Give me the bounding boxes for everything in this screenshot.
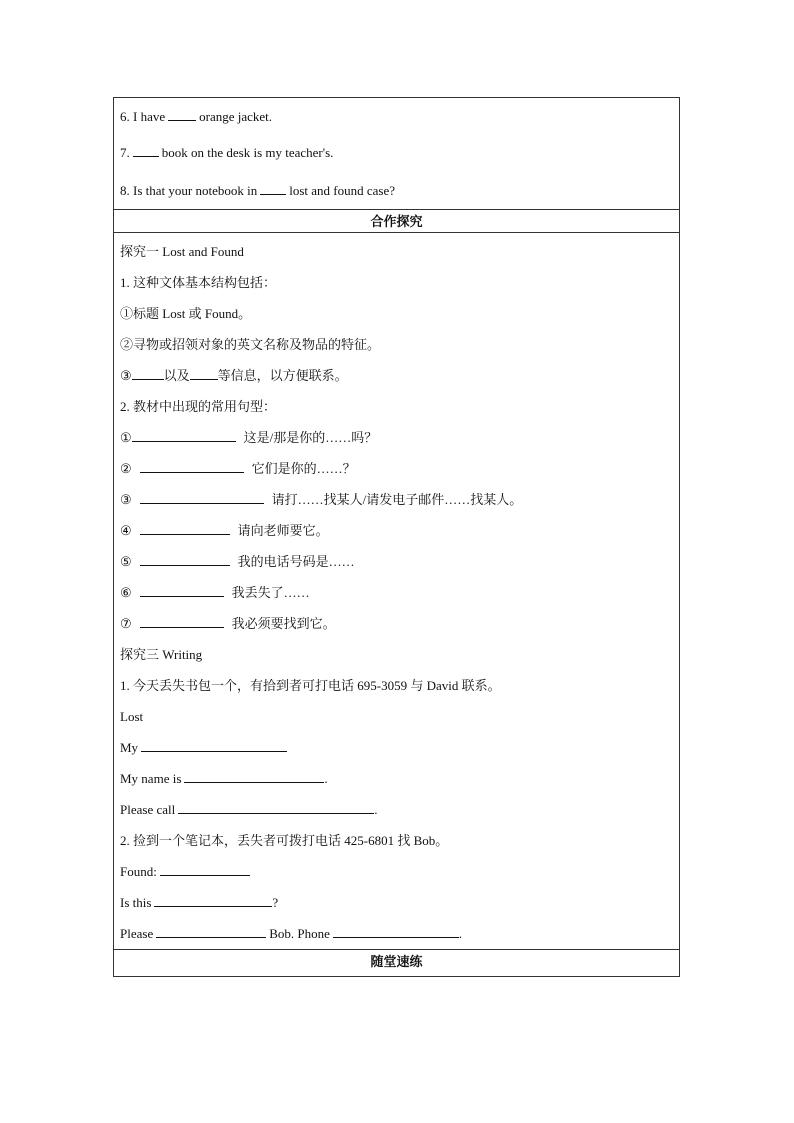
structure-item-3 <box>120 360 673 391</box>
pattern-5-blank[interactable] <box>140 549 230 566</box>
pattern-2-blank[interactable] <box>140 456 244 473</box>
lost-name-post: . <box>324 771 328 786</box>
pattern-7-text: 我必须要找到它。 <box>231 616 336 631</box>
structure-item-3-post: 等信息，以方便联系。 <box>217 368 348 383</box>
section-header-cooperative: 合作探究 <box>114 209 679 232</box>
exercise-6-blank[interactable] <box>168 104 196 121</box>
found-phone-post: . <box>458 926 463 941</box>
pattern-2-text: 它们是你的……？ <box>251 461 356 476</box>
section-header-practice: 随堂速练 <box>114 949 679 976</box>
exercise-7-pre: 7. <box>120 145 130 160</box>
pattern-4-text: 请向老师要它。 <box>237 523 329 538</box>
pattern-1 <box>120 422 673 453</box>
pattern-7 <box>120 608 673 639</box>
lost-my-line <box>120 732 673 763</box>
exercise-6-pre: 6. I have <box>120 109 166 124</box>
exercise-8-blank[interactable] <box>260 178 286 195</box>
found-isthis-blank[interactable] <box>154 890 272 907</box>
exercise-6-post: orange jacket. <box>199 109 273 124</box>
pattern-3-num: ③ <box>120 492 132 507</box>
pattern-2-num: ② <box>120 461 132 476</box>
exercise-7-blank[interactable] <box>133 140 159 157</box>
lost-name-blank[interactable] <box>184 766 324 783</box>
found-please-line <box>120 918 673 949</box>
pattern-2 <box>120 453 673 484</box>
found-label: Found: <box>120 864 157 879</box>
found-please-blank[interactable] <box>156 921 266 938</box>
pattern-5-num: ⑤ <box>120 554 132 569</box>
lost-call-post: . <box>374 802 378 817</box>
pattern-6-blank[interactable] <box>140 580 224 597</box>
found-line <box>120 856 673 887</box>
lost-my-blank[interactable] <box>141 735 287 752</box>
exercise-8-pre: 8. Is that your notebook in <box>120 182 258 198</box>
found-isthis-line <box>120 887 673 918</box>
lost-call-line <box>120 794 673 825</box>
exercise-7 <box>120 134 673 172</box>
exercise-8-post: lost and found case? <box>289 182 395 198</box>
explore-section <box>114 232 679 949</box>
explore-1-title: 探究一 Lost and Found <box>120 244 244 259</box>
pattern-4-blank[interactable] <box>140 518 230 535</box>
found-isthis-label: Is this <box>120 895 152 910</box>
pattern-7-blank[interactable] <box>140 611 224 628</box>
lost-call-label: Please call <box>120 802 176 817</box>
writing-task-2: 2. 捡到一个笔记本，丢失者可拨打电话 425-6801 找 Bob。 <box>120 833 449 848</box>
pattern-6-num: ⑥ <box>120 585 132 600</box>
exercise-6 <box>120 98 673 134</box>
structure-item-2: ②寻物或招领对象的英文名称及物品的特征。 <box>120 337 381 352</box>
structure-intro: 1. 这种文体基本结构包括： <box>120 275 277 290</box>
structure-item-1: ①标题 Lost 或 Found。 <box>120 306 252 321</box>
lost-name-label: My name is <box>120 771 182 786</box>
writing-task-1: 1. 今天丢失书包一个，有拾到者可打电话 695-3059 与 David 联系。 <box>120 678 501 693</box>
found-phone-blank[interactable] <box>333 921 459 938</box>
pattern-6 <box>120 577 673 608</box>
explore-3-title: 探究三 Writing <box>120 647 203 662</box>
pattern-3-text: 请打……找某人/请发电子邮件……找某人。 <box>271 492 523 507</box>
structure-item-3-mid: 以及 <box>163 368 190 383</box>
lost-my-label: My <box>120 740 139 755</box>
found-phone-label: Bob. Phone <box>269 926 330 941</box>
found-please-label: Please <box>120 926 154 941</box>
lost-heading: Lost <box>120 709 144 724</box>
found-blank[interactable] <box>160 859 250 876</box>
worksheet-table <box>113 97 680 977</box>
lost-name-line <box>120 763 673 794</box>
pattern-3 <box>120 484 673 515</box>
pattern-6-text: 我丢失了…… <box>231 585 310 600</box>
structure-blank-2[interactable] <box>190 363 218 380</box>
structure-item-3-num: ③ <box>120 368 132 383</box>
pattern-4-num: ④ <box>120 523 132 538</box>
patterns-intro: 2. 教材中出现的常用句型： <box>120 399 277 414</box>
pattern-4 <box>120 515 673 546</box>
pattern-1-num: ① <box>120 430 132 445</box>
lost-call-blank[interactable] <box>178 797 374 814</box>
found-isthis-post: ? <box>272 895 279 910</box>
pattern-5-text: 我的电话号码是…… <box>237 554 355 569</box>
exercise-7-post: book on the desk is my teacher's. <box>161 145 334 160</box>
structure-blank-1[interactable] <box>132 363 164 380</box>
pattern-1-blank[interactable] <box>132 425 236 442</box>
pattern-5 <box>120 546 673 577</box>
pattern-1-text: 这是/那是你的……吗？ <box>243 430 378 445</box>
exercise-8 <box>120 172 673 210</box>
pattern-7-num: ⑦ <box>120 616 132 631</box>
fill-in-section <box>114 98 679 209</box>
pattern-3-blank[interactable] <box>140 487 264 504</box>
